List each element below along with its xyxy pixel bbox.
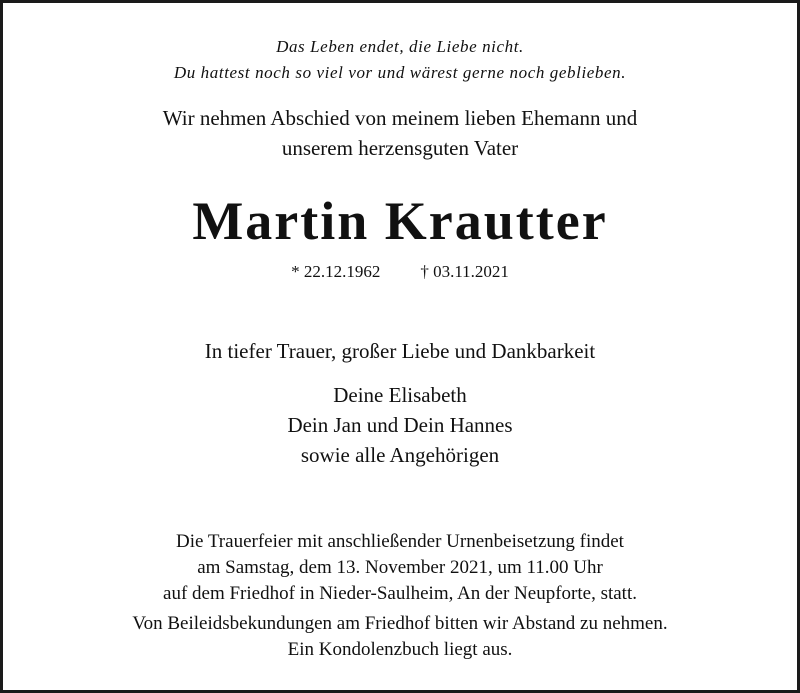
- notice-line-3: auf dem Friedhof in Nieder-Saulheim, An der Neupforte, statt.: [163, 583, 637, 604]
- notice-line-2: am Samstag, dem 13. November 2021, um 11.00 Uhr: [197, 557, 603, 578]
- notice-line-5: Ein Kondolenzbuch liegt aus.: [287, 639, 513, 660]
- intro-line-2: unserem herzensguten Vater: [281, 136, 519, 160]
- family-line-2: Dein Jan und Dein Hannes: [287, 413, 513, 437]
- family-line-1: Deine Elisabeth: [333, 383, 467, 407]
- motto-line-1: Das Leben endet, die Liebe nicht.: [276, 37, 524, 56]
- deceased-name: Martin Krautter: [192, 191, 608, 251]
- family-line-3: sowie alle Angehörigen: [300, 443, 500, 467]
- notice-line-4: Von Beileidsbekundungen am Friedhof bitten wir Abstand zu nehmen.: [132, 613, 668, 634]
- life-dates: [3, 262, 797, 282]
- mourning-line: In tiefer Trauer, großer Liebe und Dankbarkeit: [204, 339, 596, 363]
- notice-line-1: Die Trauerfeier mit anschließender Urnenbeisetzung findet: [176, 531, 624, 552]
- death-date: † 03.11.2021: [420, 262, 509, 281]
- birth-date: * 22.12.1962: [291, 262, 381, 281]
- motto-line-2: Du hattest noch so viel vor und wärest gerne noch geblieben.: [173, 63, 627, 82]
- intro-line-1: Wir nehmen Abschied von meinem lieben Ehemann und: [162, 106, 638, 130]
